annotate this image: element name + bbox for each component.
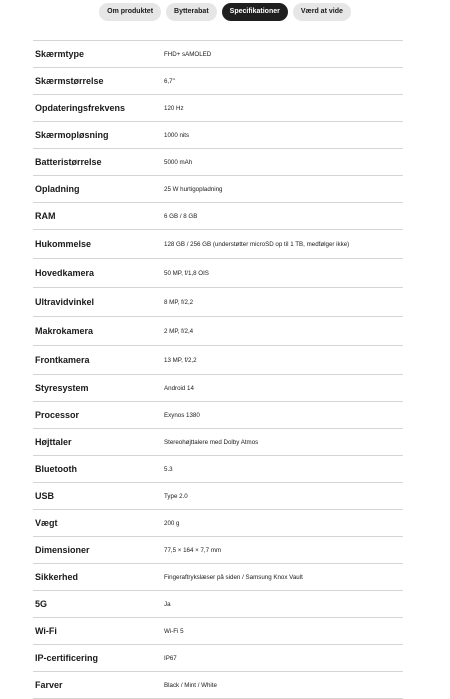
spec-label: Batteristørrelse bbox=[35, 157, 102, 167]
spec-row-main-camera bbox=[33, 259, 403, 288]
spec-label: USB bbox=[35, 491, 55, 501]
spec-row-bluetooth bbox=[33, 456, 403, 483]
spec-label: RAM bbox=[35, 211, 56, 221]
spec-label: Bluetooth bbox=[35, 464, 77, 474]
spec-row-screen-type bbox=[33, 41, 403, 68]
spec-label: Skærmopløsning bbox=[35, 130, 109, 140]
spec-value: IP67 bbox=[164, 654, 177, 662]
spec-row-speaker bbox=[33, 429, 403, 456]
spec-row-processor bbox=[33, 402, 403, 429]
spec-row-battery-size bbox=[33, 149, 403, 176]
spec-row-security bbox=[33, 564, 403, 591]
spec-label: Wi-Fi bbox=[35, 626, 57, 636]
spec-label: Dimensioner bbox=[35, 545, 90, 555]
spec-label: IP-certificering bbox=[35, 653, 99, 663]
spec-row-ram bbox=[33, 203, 403, 230]
tab-trade-in-discount[interactable]: Bytterabat bbox=[166, 3, 217, 21]
spec-label: Frontkamera bbox=[35, 355, 90, 365]
spec-value: 77,5 × 164 × 7,7 mm bbox=[164, 546, 222, 554]
spec-value: Type 2.0 bbox=[164, 492, 188, 500]
spec-label: Styresystem bbox=[35, 383, 89, 393]
spec-row-wifi bbox=[33, 618, 403, 645]
spec-value: 2 MP, f/2,4 bbox=[164, 327, 194, 335]
tab-about-product[interactable]: Om produktet bbox=[99, 3, 161, 21]
spec-label: Processor bbox=[35, 410, 80, 420]
spec-row-screen-resolution bbox=[33, 122, 403, 149]
spec-row-5g bbox=[33, 591, 403, 618]
spec-row-colors bbox=[33, 672, 403, 699]
tab-specifications[interactable]: Specifikationer bbox=[222, 3, 288, 21]
tab-good-to-know[interactable]: Værd at vide bbox=[293, 3, 351, 21]
spec-label: Hukommelse bbox=[35, 239, 92, 249]
spec-row-ultra-wide bbox=[33, 288, 403, 317]
spec-label: Højttaler bbox=[35, 437, 72, 447]
spec-label: Skærmstørrelse bbox=[35, 76, 104, 86]
spec-row-screen-size bbox=[33, 68, 403, 95]
spec-row-storage bbox=[33, 230, 403, 259]
spec-label: Makrokamera bbox=[35, 326, 94, 336]
spec-label: Opladning bbox=[35, 184, 80, 194]
spec-value: 1000 nits bbox=[164, 131, 190, 139]
spec-value: Exynos 1380 bbox=[164, 411, 200, 419]
spec-value: 13 MP, f/2,2 bbox=[164, 356, 197, 364]
spec-value: Android 14 bbox=[164, 384, 194, 392]
spec-value: 120 Hz bbox=[164, 104, 184, 112]
spec-value: 6,7" bbox=[164, 77, 175, 85]
spec-label: Skærmtype bbox=[35, 49, 85, 59]
spec-label: Sikkerhed bbox=[35, 572, 79, 582]
spec-value: 8 MP, f/2,2 bbox=[164, 298, 194, 306]
spec-row-charging bbox=[33, 176, 403, 203]
spec-row-operating-system bbox=[33, 375, 403, 402]
spec-value: 25 W hurtigopladning bbox=[164, 185, 223, 193]
spec-row-usb bbox=[33, 483, 403, 510]
spec-label: Farver bbox=[35, 680, 63, 690]
specifications-table bbox=[33, 40, 403, 699]
spec-value: Wi-Fi 5 bbox=[164, 627, 184, 635]
spec-label: Ultravidvinkel bbox=[35, 297, 95, 307]
spec-value: 50 MP, f/1,8 OIS bbox=[164, 269, 209, 277]
spec-label: Opdateringsfrekvens bbox=[35, 103, 126, 113]
spec-row-weight bbox=[33, 510, 403, 537]
spec-value: FHD+ sAMOLED bbox=[164, 50, 212, 58]
spec-value: Stereohøjttalere med Dolby Atmos bbox=[164, 438, 259, 446]
spec-value: Black / Mint / White bbox=[164, 681, 217, 689]
spec-row-refresh-rate bbox=[33, 95, 403, 122]
spec-label: Hovedkamera bbox=[35, 268, 95, 278]
tab-bar bbox=[0, 3, 450, 21]
spec-row-front-camera bbox=[33, 346, 403, 375]
spec-value: 200 g bbox=[164, 519, 180, 527]
spec-value: Fingeraftrykslæser på siden / Samsung Knox Vault bbox=[164, 573, 303, 581]
spec-value: 128 GB / 256 GB (understøtter microSD op til 1 TB, medfølger ikke) bbox=[164, 240, 350, 248]
spec-row-macro-camera bbox=[33, 317, 403, 346]
spec-row-dimensions bbox=[33, 537, 403, 564]
spec-value: 5.3 bbox=[164, 465, 173, 473]
spec-label: Vægt bbox=[35, 518, 58, 528]
spec-value: 5000 mAh bbox=[164, 158, 193, 166]
spec-value: 6 GB / 8 GB bbox=[164, 212, 198, 220]
spec-value: Ja bbox=[164, 600, 171, 608]
spec-row-ip-rating bbox=[33, 645, 403, 672]
spec-label: 5G bbox=[35, 599, 48, 609]
